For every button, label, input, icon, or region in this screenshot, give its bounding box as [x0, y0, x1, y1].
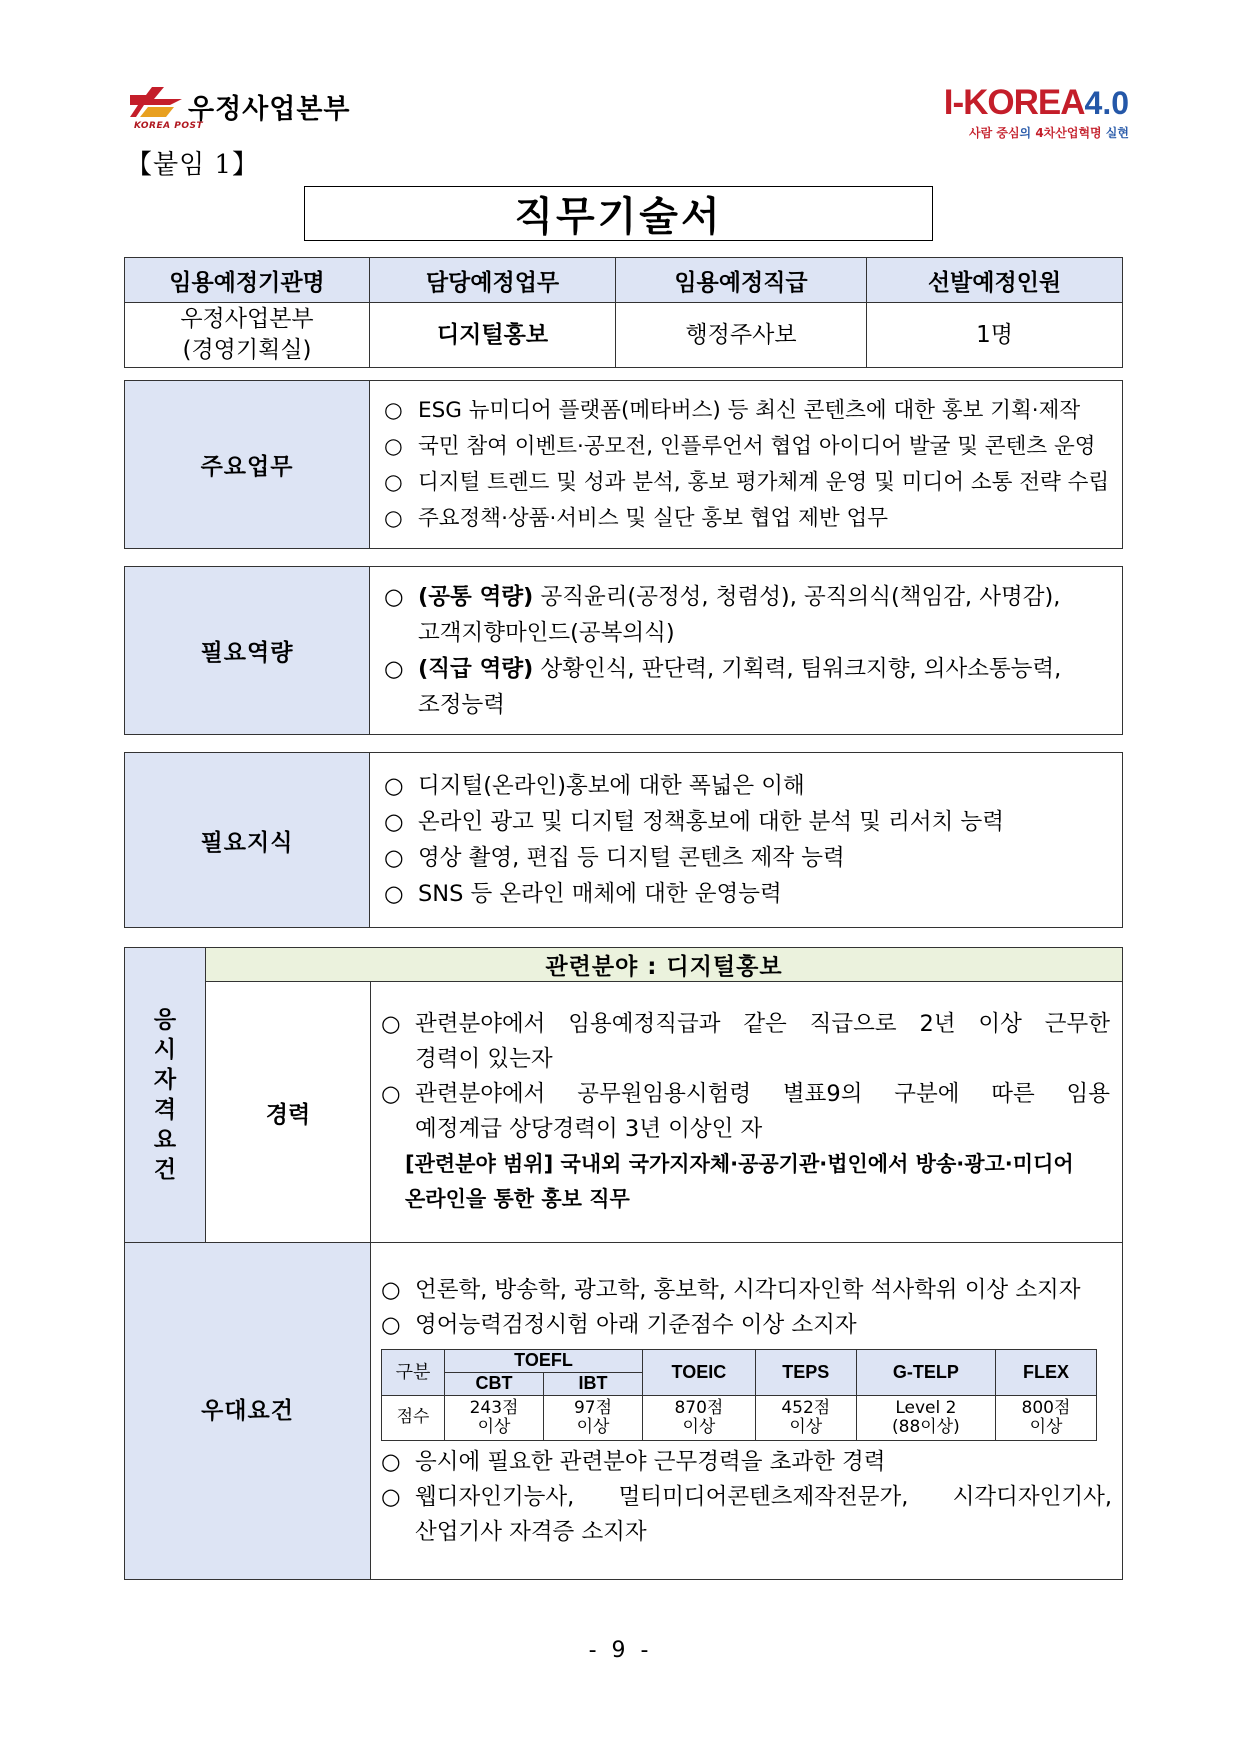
list-item	[384, 579, 1110, 615]
main-duties-content	[370, 381, 1123, 549]
knowledge-section	[124, 752, 1123, 928]
score-header-ibt: IBT	[544, 1372, 643, 1395]
common-competency-text: 공직윤리(공정성, 청렴성), 공직의식(책임감, 사명감),	[533, 583, 1061, 610]
page-number: - 9 -	[588, 1638, 653, 1663]
related-field-title: 관련분야 : 디지털홍보	[206, 948, 1123, 982]
english-score-table	[381, 1349, 1097, 1441]
preference-content	[371, 1243, 1123, 1580]
related-field-scope-continuation: 온라인을 통한 홍보 직무	[405, 1187, 630, 1211]
bullet-icon: ○	[384, 397, 403, 423]
list-item: ○ 영상 촬영, 편집 등 디지털 콘텐츠 제작 능력	[384, 840, 1110, 876]
score-header-flex: FLEX	[995, 1349, 1096, 1395]
score-header-category: 구분	[382, 1349, 445, 1395]
bullet-icon: ○	[384, 809, 404, 835]
header-grade: 임용예정직급	[616, 258, 867, 303]
list-item: ○ 관련분야에서 공무원임용시험령 별표9의 구분에 따른 임용	[381, 1077, 1110, 1112]
bullet-icon: ○	[381, 1448, 401, 1475]
bullet-icon: ○	[381, 1483, 401, 1510]
score-ibt: 97점 이상	[544, 1395, 643, 1440]
grade-cell: 행정주사보	[616, 303, 867, 368]
score-gtelp: Level 2 (88이상)	[856, 1395, 995, 1440]
list-item: ○ 응시에 필요한 관련분야 근무경력을 초과한 경력	[381, 1445, 1112, 1480]
main-duties-label: 주요업무	[125, 381, 370, 549]
count-cell: 1명	[867, 303, 1123, 368]
list-item: ○ 온라인 광고 및 디지털 정책홍보에 대한 분석 및 리서치 능력	[384, 804, 1110, 840]
header-count: 선발예정인원	[867, 258, 1123, 303]
score-row-label: 점수	[382, 1395, 445, 1440]
header-agency: 임용예정기관명	[125, 258, 370, 303]
score-header-cbt: CBT	[445, 1372, 544, 1395]
common-competency-continuation: 고객지향마인드(공복의식)	[418, 619, 675, 646]
position-info-table	[124, 257, 1123, 368]
list-item: ○ 관련분야에서 임용예정직급과 같은 직급으로 2년 이상 근무한	[381, 1007, 1110, 1042]
list-item: ○ SNS 등 온라인 매체에 대한 운영능력	[384, 876, 1110, 912]
i-korea-slogan	[944, 124, 1129, 141]
score-flex: 800점 이상	[995, 1395, 1096, 1440]
bullet-icon: ○	[384, 881, 404, 907]
eligibility-vertical-label: 응 시 자 격 요 건	[125, 948, 206, 1243]
list-item: ○ 언론학, 방송학, 광고학, 홍보학, 시각디자인학 석사학위 이상 소지자	[381, 1273, 1112, 1308]
bullet-icon: ○	[384, 583, 404, 610]
bullet-icon: ○	[381, 1276, 401, 1303]
slogan-part-a: 사람 중심	[968, 126, 1020, 140]
list-item: ○ 디지털(온라인)홍보에 대한 폭넓은 이해	[384, 768, 1110, 804]
list-item: ○ 디지털 트렌드 및 성과 분석, 홍보 평가체계 운영 및 미디어 소통 전략 수립	[384, 465, 1110, 501]
related-field-scope: [관련분야 범위] 국내외 국가지자체·공공기관·법인에서 방송·광고·미디어	[405, 1152, 1074, 1176]
competency-content	[370, 567, 1123, 735]
knowledge-label: 필요지식	[125, 753, 370, 928]
common-competency-title: (공통 역량)	[418, 583, 534, 610]
bullet-icon: ○	[384, 655, 404, 682]
list-item: ○ 영어능력검정시험 아래 기준점수 이상 소지자	[381, 1308, 1112, 1343]
list-item: ○ 주요정책·상품·서비스 및 실단 홍보 협업 제반 업무	[384, 501, 1110, 537]
knowledge-content	[370, 753, 1123, 928]
score-header-toefl: TOEFL	[445, 1349, 643, 1372]
slogan-part-c: 4차산업혁명	[1035, 126, 1102, 140]
competency-label: 필요역량	[125, 567, 370, 735]
i-korea-logo-text: I-KOREA	[943, 83, 1085, 122]
attachment-label: 【붙임 1】	[126, 150, 260, 180]
list-item	[384, 651, 1110, 687]
score-header-toeic: TOEIC	[643, 1349, 756, 1395]
i-korea-logo-version: 4.0	[1084, 85, 1129, 121]
agency-cell	[125, 303, 370, 368]
preference-item4-continuation: 산업기사 자격증 소지자	[415, 1518, 647, 1545]
preference-label: 우대요건	[125, 1243, 371, 1580]
bullet-icon: ○	[384, 505, 403, 531]
bullet-icon: ○	[384, 469, 403, 495]
korea-post-logo-text: 우정사업본부	[188, 94, 351, 125]
slogan-part-d: 실현	[1101, 126, 1129, 140]
list-item: ○ 국민 참여 이벤트·공모전, 인플루언서 협업 아이디어 발굴 및 콘텐츠 운영	[384, 429, 1110, 465]
agency-department: (경영기획실)	[182, 337, 312, 363]
i-korea-logo	[944, 84, 1129, 141]
korea-post-logo-subtext: KOREA POST	[134, 121, 204, 131]
slogan-part-b: 의	[1019, 126, 1036, 140]
bullet-icon: ○	[384, 773, 404, 799]
header-duty: 담당예정업무	[370, 258, 616, 303]
duty-cell: 디지털홍보	[370, 303, 616, 368]
score-header-gtelp: G-TELP	[856, 1349, 995, 1395]
bullet-icon: ○	[384, 845, 404, 871]
bullet-icon: ○	[381, 1311, 401, 1338]
list-item: ○ ESG 뉴미디어 플랫폼(메타버스) 등 최신 콘텐츠에 대한 홍보 기획·제작	[384, 393, 1110, 429]
bullet-icon: ○	[381, 1011, 401, 1037]
rank-competency-title: (직급 역량)	[418, 655, 534, 682]
career-content	[371, 982, 1123, 1243]
list-item: ○ 웹디자인기능사, 멀티미디어콘텐츠제작전문가, 시각디자인기사,	[381, 1480, 1112, 1515]
career-item1-continuation: 경력이 있는자	[415, 1046, 553, 1072]
rank-competency-continuation: 조정능력	[418, 691, 505, 718]
korea-post-emblem-icon	[130, 85, 182, 119]
bullet-icon: ○	[384, 433, 403, 459]
competency-section	[124, 566, 1123, 735]
eligibility-section	[124, 947, 1123, 1580]
career-label: 경력	[206, 982, 371, 1243]
document-title: 직무기술서	[304, 186, 933, 241]
career-item2-continuation: 예정계급 상당경력이 3년 이상인 자	[415, 1116, 763, 1142]
score-toeic: 870점 이상	[643, 1395, 756, 1440]
rank-competency-text: 상황인식, 판단력, 기획력, 팀워크지향, 의사소통능력,	[533, 655, 1062, 682]
agency-name: 우정사업본부	[180, 306, 314, 332]
bullet-icon: ○	[381, 1081, 401, 1107]
score-header-teps: TEPS	[755, 1349, 856, 1395]
score-cbt: 243점 이상	[445, 1395, 544, 1440]
score-teps: 452점 이상	[755, 1395, 856, 1440]
main-duties-section	[124, 380, 1123, 549]
